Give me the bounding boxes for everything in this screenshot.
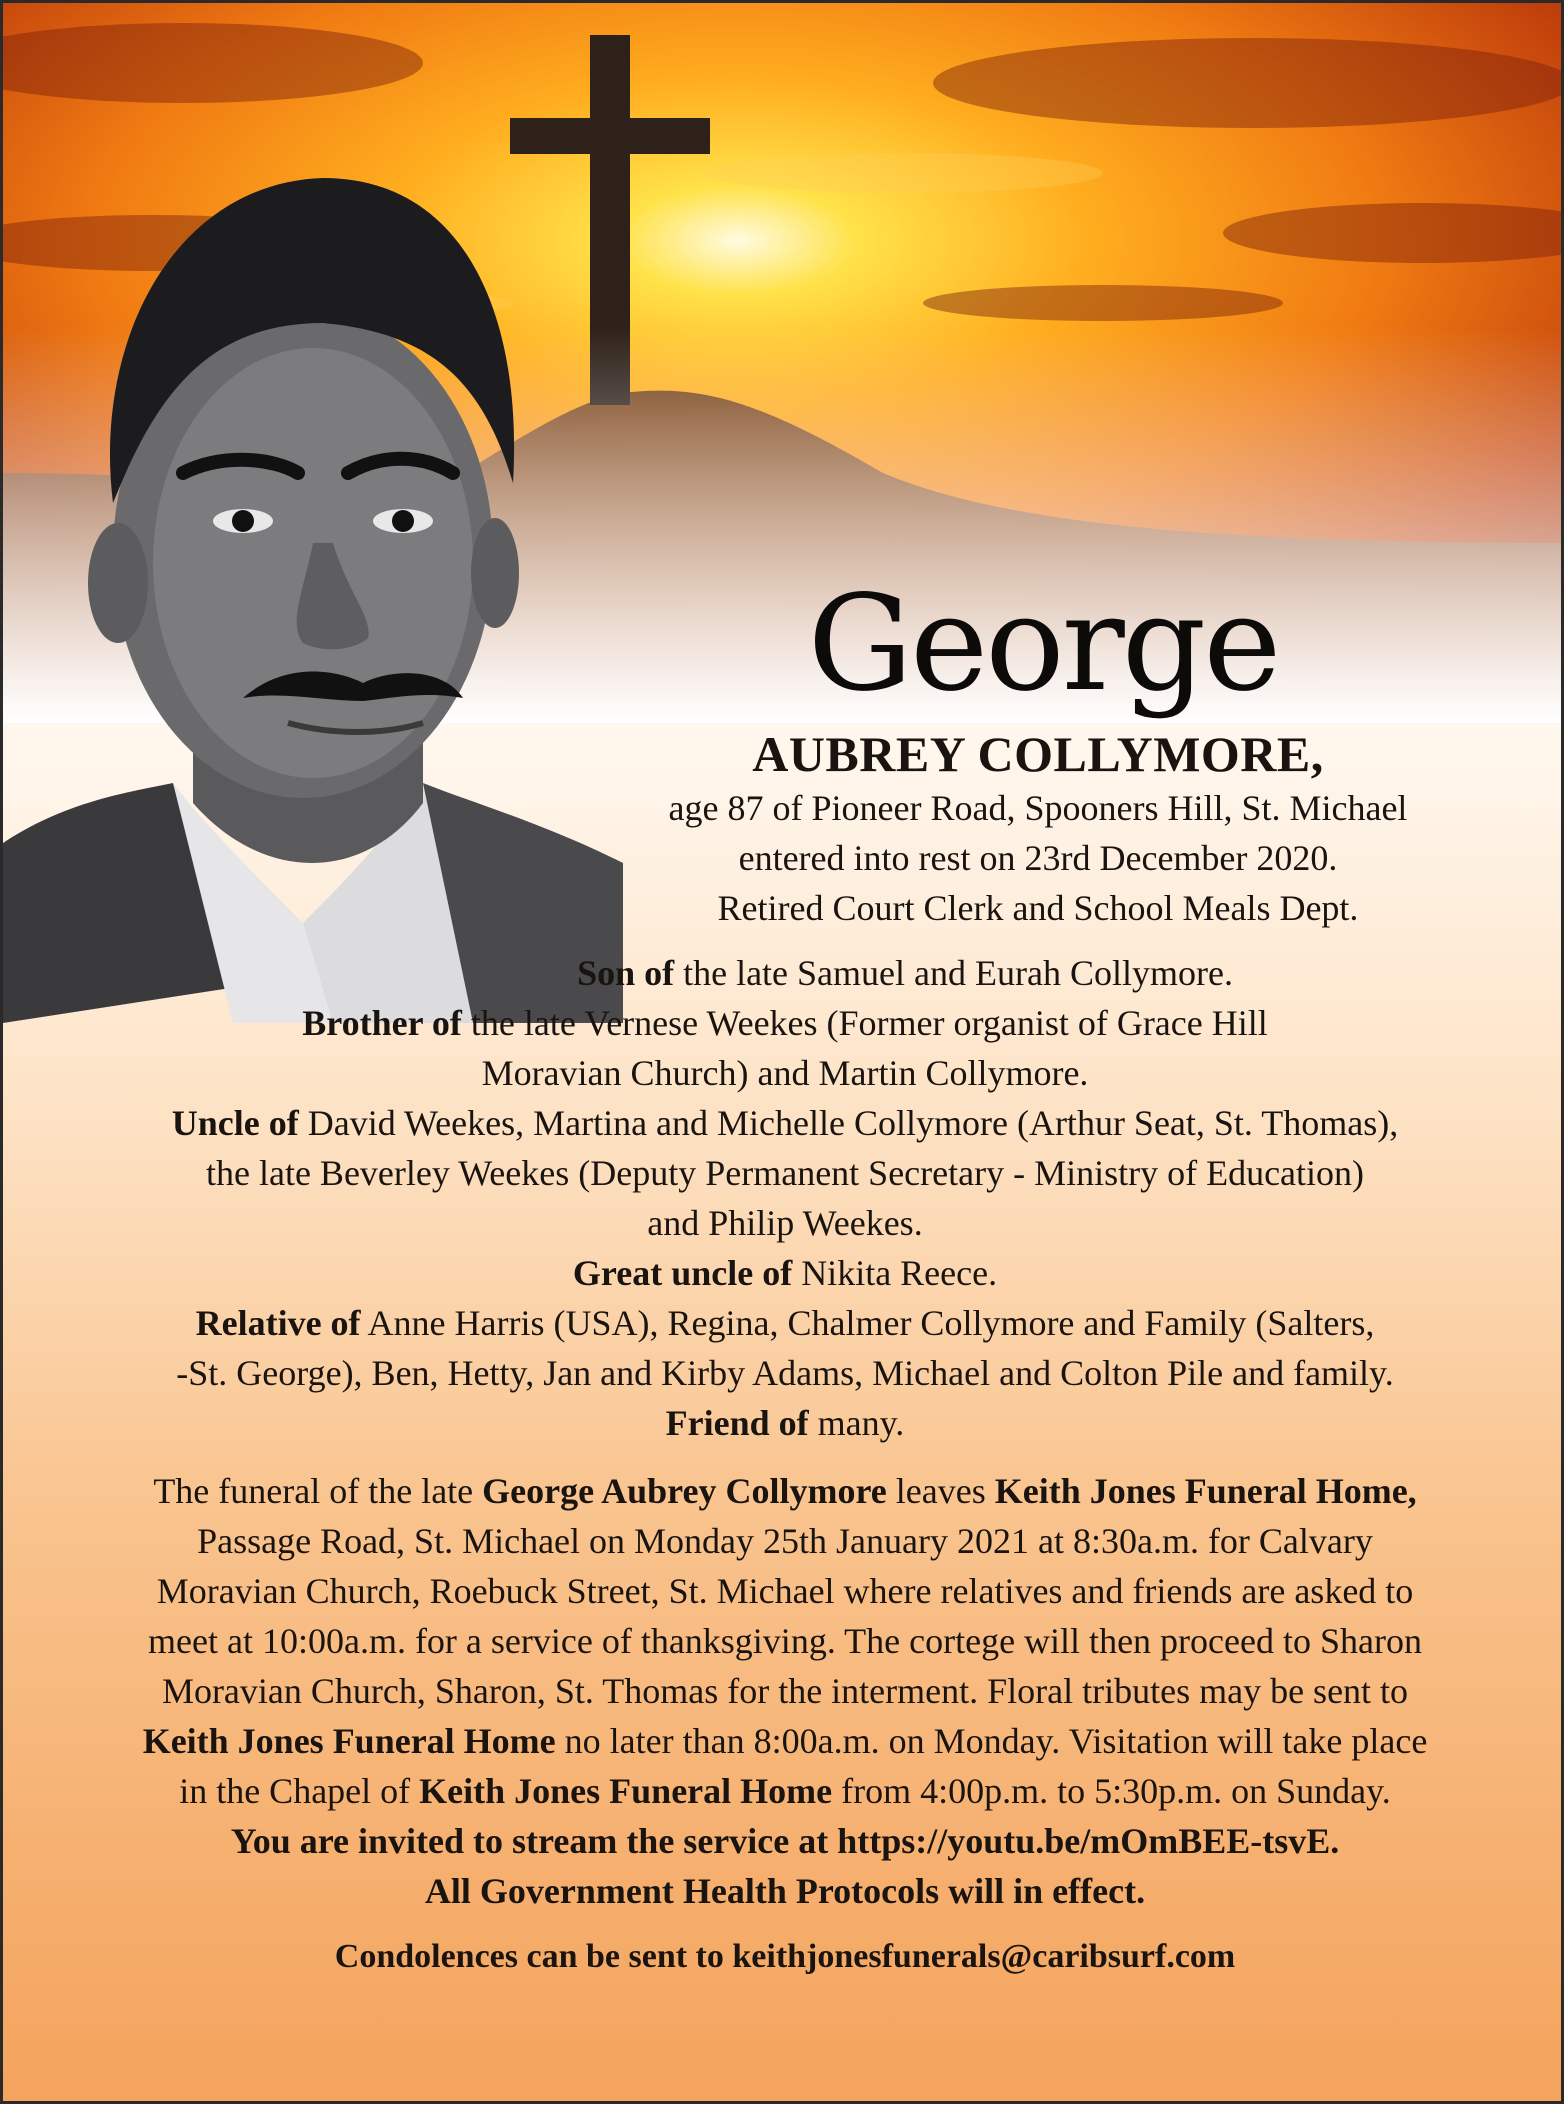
brother-of-label: Brother of: [302, 1003, 462, 1043]
funeral-line-3: Moravian Church, Roebuck Street, St. Michael where relatives and friends are asked to: [156, 1571, 1414, 1611]
brother-of-line: [43, 998, 1527, 1048]
funeral-text: from 4:00p.m. to 5:30p.m. on Sunday.: [832, 1771, 1391, 1811]
uncle-of-text: David Weekes, Martina and Michelle Collymore (Arthur Seat, St. Thomas),: [298, 1103, 1399, 1143]
son-of-line: [43, 948, 1527, 998]
brother-of-text: the late Vernese Weekes (Former organist of Grace Hill: [461, 1003, 1268, 1043]
funeral-line-4: meet at 10:00a.m. for a service of thanksgiving. The cortege will then proceed to Sharon: [148, 1621, 1422, 1661]
surname-heading: AUBREY COLLYMORE,: [752, 726, 1324, 782]
funeral-text: in the Chapel of: [179, 1771, 420, 1811]
condolences-line: Condolences can be sent to keithjonesfunerals@caribsurf.com: [334, 1938, 1236, 1975]
friend-of-label: Friend of: [665, 1403, 809, 1443]
funeral-line-6: [43, 1716, 1527, 1766]
relative-of-label: Relative of: [195, 1303, 361, 1343]
intro-line: Retired Court Clerk and School Meals Dept.: [717, 888, 1359, 928]
funeral-details-block: [43, 1466, 1527, 1916]
uncle-of-line: [43, 1098, 1527, 1148]
relative-of-text: Anne Harris (USA), Regina, Chalmer Collymore and Family (Salters,: [360, 1303, 1375, 1343]
funeral-line-7: [43, 1766, 1527, 1816]
uncle-of-label: Uncle of: [171, 1103, 299, 1143]
funeral-line-2: Passage Road, St. Michael on Monday 25th January 2021 at 8:30a.m. for Calvary: [197, 1521, 1373, 1561]
son-of-label: Son of: [577, 953, 675, 993]
relative-of-line-2: -St. George), Ben, Hetty, Jan and Kirby Adams, Michael and Colton Pile and family.: [176, 1353, 1394, 1393]
funeral-home-name: Keith Jones Funeral Home,: [994, 1471, 1417, 1511]
great-uncle-of-line: [43, 1248, 1527, 1298]
funeral-home-name: Keith Jones Funeral Home: [419, 1771, 833, 1811]
funeral-line-5: Moravian Church, Sharon, St. Thomas for the interment. Floral tributes may be sent to: [161, 1671, 1409, 1711]
first-name-heading: George: [807, 567, 1279, 721]
relations-block: [43, 948, 1527, 1448]
friend-of-line: [43, 1398, 1527, 1448]
funeral-text: The funeral of the late: [153, 1471, 483, 1511]
portrait-photo: [3, 123, 623, 1023]
health-protocols-line: All Government Health Protocols will in effect.: [424, 1871, 1146, 1911]
funeral-text: no later than 8:00a.m. on Monday. Visitation will take place: [555, 1721, 1428, 1761]
son-of-text: the late Samuel and Eurah Collymore.: [674, 953, 1233, 993]
relative-of-line: [43, 1298, 1527, 1348]
funeral-line-1: [43, 1466, 1527, 1516]
intro-line: entered into rest on 23rd December 2020.: [738, 838, 1338, 878]
stream-invite-line: You are invited to stream the service at https://youtu.be/mOmBEE-tsvE.: [230, 1821, 1340, 1861]
uncle-of-line-3: and Philip Weekes.: [647, 1203, 923, 1243]
funeral-home-name: Keith Jones Funeral Home: [142, 1721, 556, 1761]
funeral-text: leaves: [886, 1471, 995, 1511]
brother-of-line-2: Moravian Church) and Martin Collymore.: [481, 1053, 1089, 1093]
great-uncle-of-text: Nikita Reece.: [792, 1253, 998, 1293]
intro-block: [563, 783, 1513, 933]
friend-of-text: many.: [808, 1403, 905, 1443]
deceased-name: George Aubrey Collymore: [482, 1471, 887, 1511]
intro-line: age 87 of Pioneer Road, Spooners Hill, St. Michael: [668, 788, 1408, 828]
uncle-of-line-2: the late Beverley Weekes (Deputy Permanent Secretary - Ministry of Education): [205, 1153, 1365, 1193]
great-uncle-of-label: Great uncle of: [572, 1253, 793, 1293]
